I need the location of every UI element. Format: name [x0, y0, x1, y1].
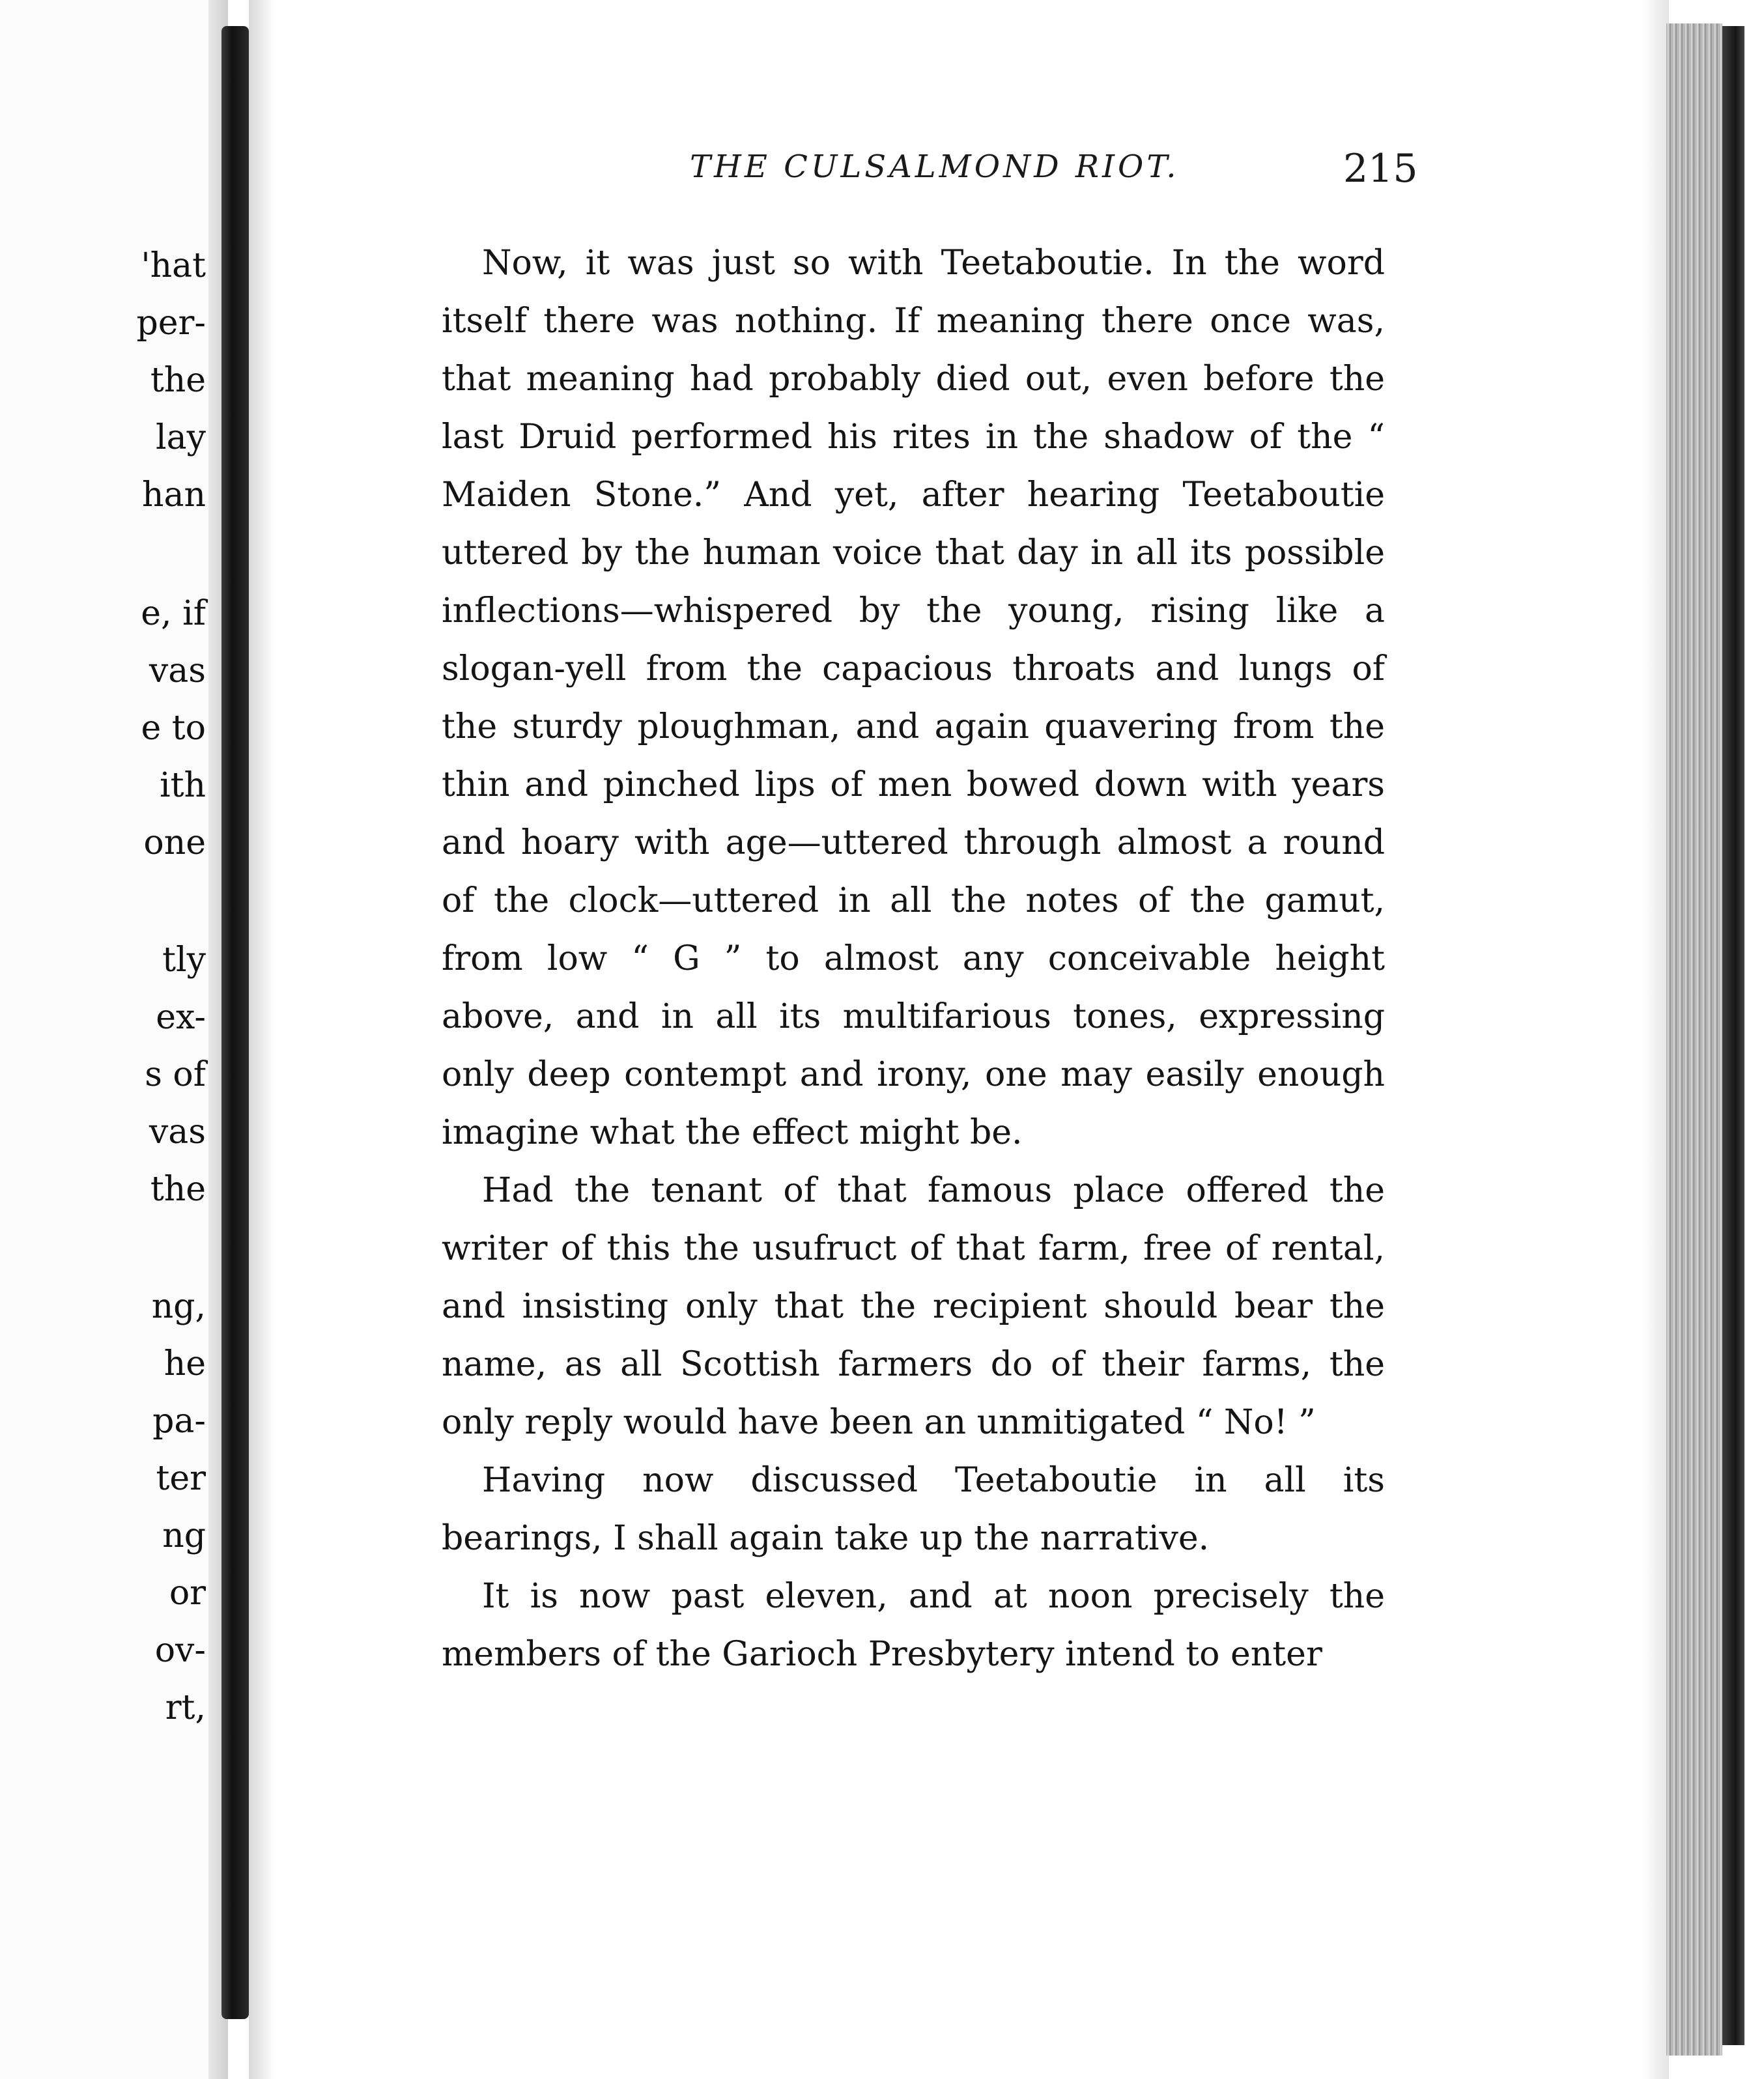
left-fragment: ov- [154, 1631, 206, 1670]
running-head-title: THE CULSALMOND RIOT. [690, 148, 1180, 185]
left-fragment: tly [162, 940, 206, 980]
left-fragment: ex- [156, 998, 206, 1037]
body-text [442, 234, 1385, 1684]
left-fragment: ng, [151, 1287, 206, 1326]
left-fragment: lay [155, 418, 206, 457]
main-page [275, 0, 1643, 2079]
page-stack-edge [1666, 23, 1722, 2056]
running-head [275, 148, 1643, 201]
left-fragment: pa- [152, 1402, 206, 1441]
left-fragment: ng [162, 1516, 206, 1555]
paragraph: Now, it was just so with Teetaboutie. In the word itself there was nothing. If meaning there once was, that meaning had probably died out, even before the last Druid performed his rites in the shadow of the “ Maiden Stone.” And yet, after hearing Teetaboutie uttered by the human voice that day in all its possible inflections—whispered by the young, rising like a slogan-yell from the capacious throats and lungs of the sturdy ploughman, and again quavering from the thin and pinched lips of men bowed down with years and hoary with age—uttered through almost a round of the clock—uttered in all the notes of the gamut, from low “ G ” to almost any conceivable height above, and in all its multifarious tones, expressing only deep contempt and irony, one may easily enough imagine what the effect might be. [442, 244, 1385, 1152]
paragraph: It is now past eleven, and at noon precisely the members of the Garioch Presbytery intend to enter [442, 1577, 1385, 1674]
left-fragment: ter [156, 1459, 206, 1498]
left-fragment: the [150, 1170, 206, 1209]
book-binding [221, 26, 249, 2019]
left-fragment: the [150, 361, 206, 400]
left-fragment: 'hat [141, 246, 206, 285]
paragraph: Having now discussed Teetaboutie in all its bearings, I shall again take up the narrative. [442, 1461, 1385, 1558]
left-fragment: e, if [141, 594, 206, 633]
book-cover-edge [1722, 26, 1744, 2045]
left-facing-page [0, 0, 208, 2079]
left-fragment: or [169, 1574, 206, 1613]
gutter-fade [249, 0, 275, 2079]
page-edge-shadow [1643, 0, 1669, 2079]
page-number: 215 [1343, 146, 1418, 191]
left-fragment: ith [159, 766, 206, 805]
left-fragment: e to [141, 709, 206, 748]
left-fragment: he [164, 1344, 206, 1383]
left-fragment: one [143, 823, 206, 862]
scan-background [1744, 0, 1764, 2079]
left-fragment: han [142, 475, 206, 515]
left-fragment: vas [149, 1112, 206, 1152]
paragraph: Had the tenant of that famous place offered the writer of this the usufruct of that farm, free of rental, and insisting only that the recipient should bear the name, as all Scottish farmers do of their farms, the only reply would have been an unmitigated “ No! ” [442, 1171, 1385, 1442]
left-fragment: vas [149, 651, 206, 690]
left-fragment: rt, [165, 1688, 206, 1727]
left-fragment: s of [145, 1055, 206, 1094]
left-fragment: per- [136, 304, 206, 343]
